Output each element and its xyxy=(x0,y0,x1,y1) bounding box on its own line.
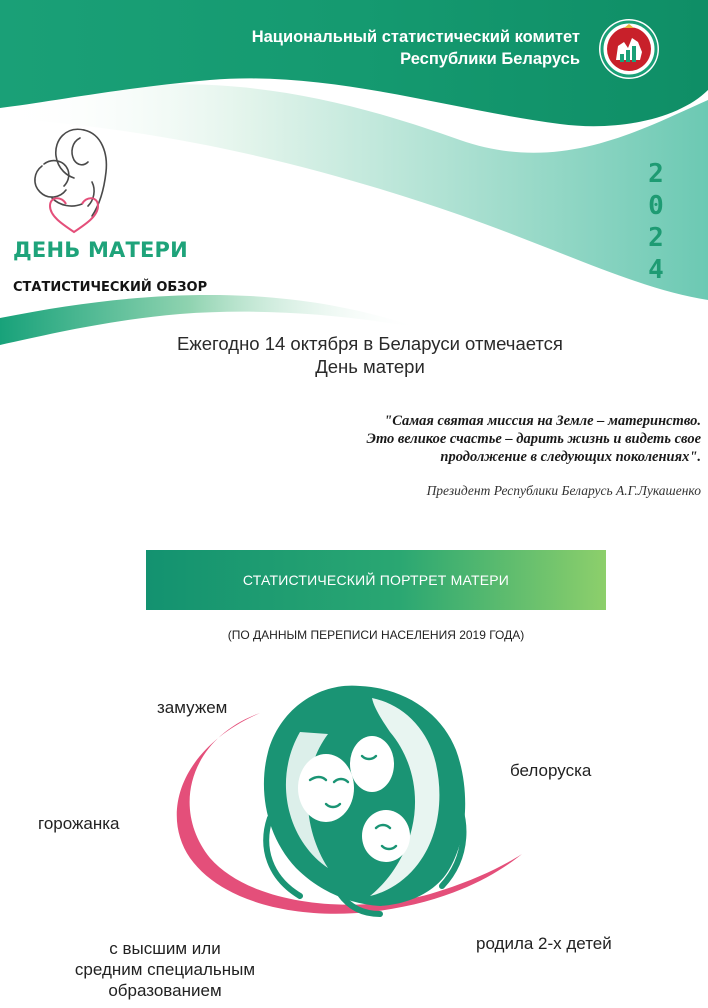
mother-child-logo-icon xyxy=(22,120,126,238)
trait-married: замужем xyxy=(157,698,228,717)
trait-education-line2: средним специальным xyxy=(74,960,256,979)
year-digit: 4 xyxy=(648,255,664,285)
trait-education-line1: с высшим или xyxy=(109,939,221,958)
quote-line2: Это великое счастье – дарить жизнь и видеть свое xyxy=(366,431,701,447)
banner-title: СТАТИСТИЧЕСКИЙ ПОРТРЕТ МАТЕРИ xyxy=(242,572,510,588)
trait-children: родила 2-х детей xyxy=(476,934,612,953)
page-title: ДЕНЬ МАТЕРИ xyxy=(13,238,188,262)
quote-block xyxy=(181,412,701,466)
emblem-icon xyxy=(598,18,660,80)
trait-education xyxy=(40,938,290,1001)
intro-line1: Ежегодно 14 октября в Беларуси отмечается xyxy=(177,333,563,354)
year-digit: 0 xyxy=(648,191,664,221)
trait-belarusian: белоруска xyxy=(510,761,592,780)
year-digit: 2 xyxy=(648,159,664,189)
organization-name xyxy=(160,26,580,70)
intro-text xyxy=(100,332,640,378)
intro-line2: День матери xyxy=(315,356,425,377)
year-digit: 2 xyxy=(648,223,664,253)
quote-line3: продолжение в следующих поколениях". xyxy=(440,449,701,465)
quote-author: Президент Республики Беларусь А.Г.Лукашенко xyxy=(426,483,701,498)
year-vertical xyxy=(636,158,676,286)
organization-name-line2: Республики Беларусь xyxy=(400,50,580,68)
organization-name-line1: Национальный статистический комитет xyxy=(251,28,580,46)
census-source-note: (ПО ДАННЫМ ПЕРЕПИСИ НАСЕЛЕНИЯ 2019 ГОДА) xyxy=(227,628,525,642)
trait-education-line3: образованием xyxy=(108,981,222,1000)
section-banner xyxy=(146,550,606,610)
quote-line1: "Самая святая миссия на Земле – материнство. xyxy=(384,413,701,429)
trait-urban: горожанка xyxy=(38,814,120,833)
page-subtitle: СТАТИСТИЧЕСКИЙ ОБЗОР xyxy=(13,280,208,295)
